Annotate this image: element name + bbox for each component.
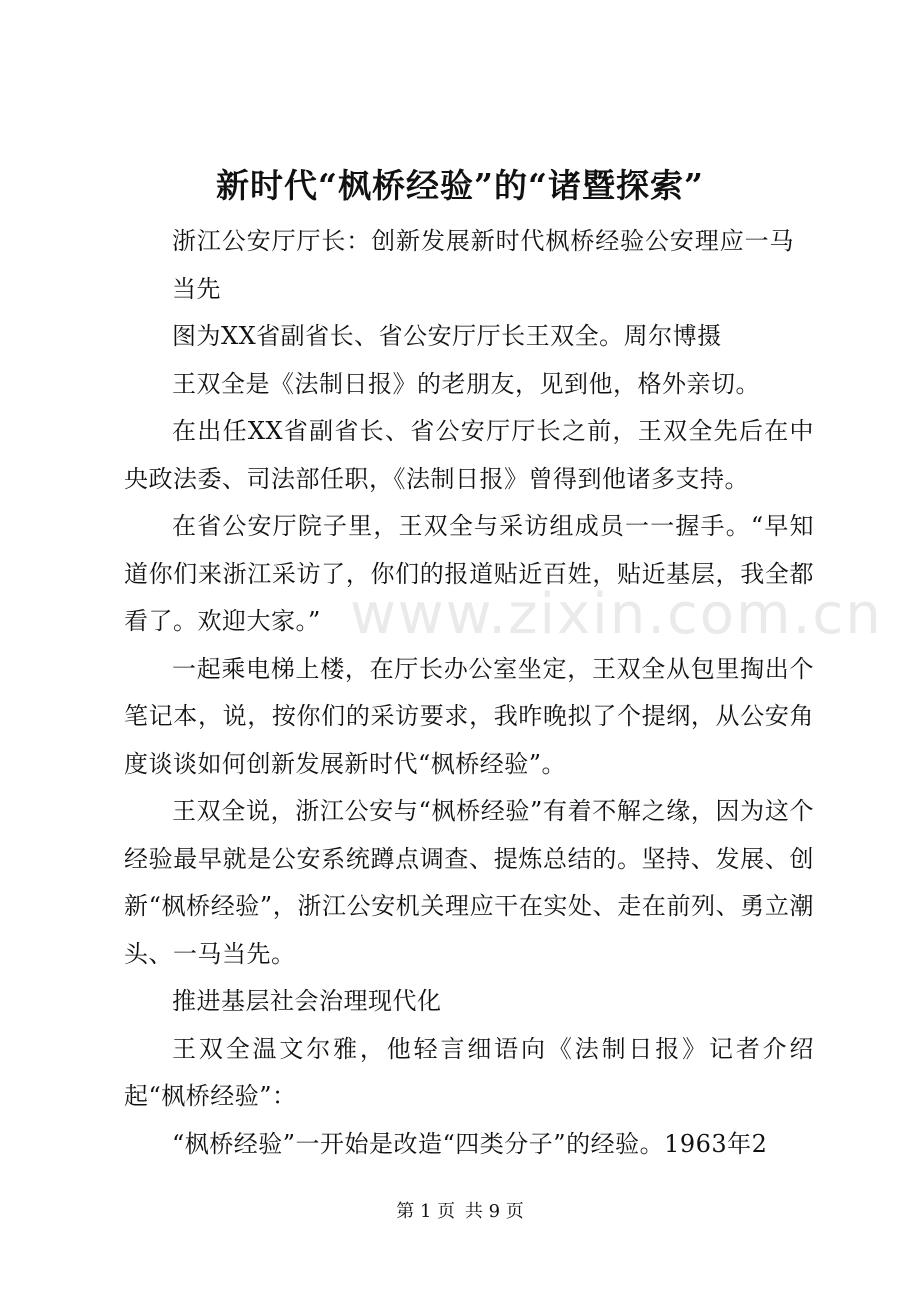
paragraph: 图为XX省副省长、省公安厅厅长王双全。周尔博摄 [172,322,722,350]
paragraph: 王双全说，浙江公安与“枫桥经验”有着不解之缘，因为这个经验最早就是公安系统蹲点调查、提炼总结的。坚持、发展、创新“枫桥经验”，浙江公安机关理应干在实处、走在前列、勇立潮头、一马当先。 [124,797,814,968]
paragraph: 一起乘电梯上楼，在厅长办公室坐定，王双全从包里掏出个笔记本，说，按你们的采访要求，我昨晚拟了个提纲，从公安角度谈谈如何创新发展新时代“枫桥经验”。 [124,654,814,778]
section-heading: 推进基层社会治理现代化 [172,987,442,1015]
document-title: 新时代“枫桥经验”的“诸暨探索” [216,166,704,205]
paragraph: “枫桥经验”一开始是改造“四类分子”的经验。1963年2 [172,1129,768,1158]
paragraph-subtitle: 浙江公安厅厅长：创新发展新时代枫桥经验公安理应一马当先 [172,227,794,303]
document-body [124,218,814,1168]
paragraph: 王双全温文尔雅，他轻言细语向《法制日报》记者介绍起“枫桥经验”： [124,1034,814,1110]
page-number: 第 1 页 [396,1201,456,1222]
paragraph: 在省公安厅院子里，王双全与采访组成员一一握手。“早知道你们来浙江采访了，你们的报道贴近百姓，贴近基层，我全都看了。欢迎大家。” [124,512,814,635]
page-footer [0,1198,920,1226]
paragraph: 王双全是《法制日报》的老朋友，见到他，格外亲切。 [172,369,760,398]
page-total: 共 9 页 [464,1201,524,1222]
watermark: www.zixin.com.cn [350,582,883,647]
paragraph: 在出任XX省副省长、省公安厅厅长之前，王双全先后在中央政法委、司法部任职，《法制日报》曾得到他诸多支持。 [124,417,814,493]
